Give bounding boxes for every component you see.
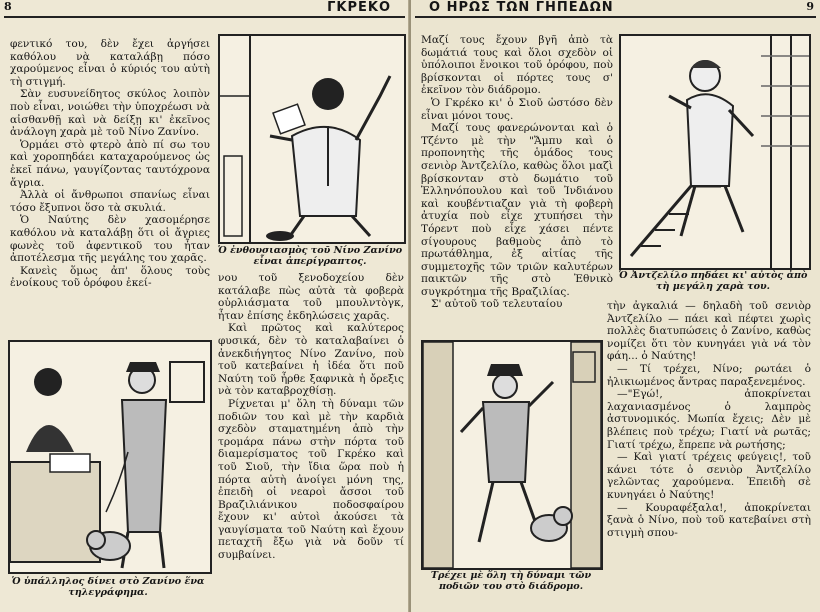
paragraph: Κανεὶς ὅμως ἀπ' ὅλους τοὺς ἐνοίκους τοῦ ὀρόφου ἐκεί-: [10, 264, 210, 290]
illustration-telegram: [8, 340, 212, 574]
header-rule-left: [4, 16, 405, 18]
right-page-number: 9: [806, 0, 814, 13]
illustration-running: [421, 340, 603, 570]
caption-angelilo: Ὁ Ἀντζελίλο πηδάει κι' αὐτὸς ἀπὸ τὴ μεγάλη χαρὰ του.: [618, 270, 808, 293]
paragraph: Σὰν ευσυνείδητος σκύλος λοιπὸν ποὺ εἶναι, νοιώθει τὴν ὑποχρέωσι νὰ αἰσθανθῇ καὶ νὰ δείξῃ κι' ἐκεῖνος ἀνάλογη χαρὰ μὲ τοῦ Νίνο Ζανίνο.: [10, 88, 210, 139]
man-jumping-illustration: [621, 36, 809, 268]
left-page: [0, 0, 409, 612]
paragraph: Ὁ Γκρέκο κι' ὁ Σιοῦ ὡστόσο δὲν εἶναι μόνοι τους.: [421, 96, 613, 122]
paragraph: τὴν ἀγκαλιά — δηλαδὴ τοῦ σενιὸρ Ἀντζελίλο — πάει καὶ πέφτει χωρὶς πολλὲς διατυπώσεις ὁ Ζανίνο, καθὼς νομίζει ὅτι τὸν κυνηγάει γιὰ νά τὸν φάη... ὁ Ναύτης!: [607, 300, 811, 363]
right-running-title: Ο ΗΡΩΣ ΤΩΝ ΓΗΠΕΔΩΝ: [429, 0, 614, 15]
header-rule-right: [415, 16, 816, 18]
paragraph: Σ' αὐτοῦ τοῦ τελευταίου: [431, 298, 563, 311]
left-page-number: 8: [4, 0, 12, 13]
paragraph: Μαζί τους ἔχουν βγῆ ἀπὸ τὰ δωμάτιά τους καὶ ὅλοι σχεδὸν οἱ ὑπόλοιποι ἔνοικοι τοῦ ὀρόφου, ποὺ βρίσκονται οἱ πόρτες τους σ' ἐκεῖνον τὸν διάδρομο.: [421, 34, 613, 97]
right-page: [411, 0, 820, 612]
paragraph: φεντικό του, δὲν ἔχει ἀργήσει καθόλου νὰ καταλάβῃ πόσο χαρούμενος εἶναι ὁ κύριός του αὐτὴ τὴ στιγμή.: [10, 38, 210, 88]
right-col1-text: [421, 34, 613, 334]
right-col2-text: [607, 300, 811, 610]
clerk-and-man-illustration: [10, 342, 210, 572]
man-running-illustration: [423, 342, 601, 568]
left-col1-text: [10, 38, 210, 338]
paragraph: — Καὶ γιατί τρέχεις φεύγεις!, τοῦ κάνει τότε ὁ σενιὸρ Ἀντζελίλο γελῶντας χαρούμενα. Ἐπειδὴ σὲ κυνηγάει ὁ Ναύτης!: [607, 451, 811, 501]
illustration-angelilo: [619, 34, 811, 270]
paragraph: Ὁ Ναύτης δὲν χασομέρησε καθόλου νὰ καταλάβῃ ὅτι οἱ ἄγριες φωνὲς τοῦ ἀφεντικοῦ του ἦταν ἀποτέλεσμα τῆς μεγάλης του χαρᾶς.: [10, 214, 210, 265]
left-col2-text: [218, 272, 404, 610]
paragraph: — Κουραφέξαλα!, ἀποκρίνεται ξανὰ ὁ Νίνο, ποὺ τοῦ κατεβαίνει στὴ στιγμὴ σπου-: [607, 501, 811, 539]
paragraph: Ὁρμάει στὸ φτερὸ ἀπὸ πί σω του καὶ χοροπηδάει καταχαρούμενος ὡς ἐκεῖ πάνω, γαυγίζοντας ταυτόχρονα ἄγρια.: [10, 138, 210, 189]
paragraph: Μαζί τους φανερώνονται καὶ ὁ Τζέντο μὲ τὴν "Ἄμπυ καὶ ὁ προπονητὴς τῆς ὁμάδος τους σενιὸρ Ἀντζελίλο, καθὼς ὅλοι μαζὶ βρίσκονταν στὸ δωμάτιο τοῦ Ἑλληνόπουλου καὶ τοῦ Ἰνδιάνου καὶ κουβέντιαζαν γιὰ τὴ φοβερὴ ἀτυχία ποὺ εἶχε χτυπήσει τὴν Τόρεντ ποὺ εἶχε χάσει πέντε σίγουρους βαθμοὺς ἀπὸ τὸ πρωτάθλημα, ἐξ αἰτίας τῆς συμμετοχῆς τῶν τριῶν καλυτέρων παικτῶν τῆς στὸ Ἐθνικὸ συγκρότημα τῆς Βραζιλίας.: [421, 122, 613, 298]
paragraph: —"Εγώ!, ἀποκρίνεται λαχανιασμένος ὁ λαμπρὸς ἀστυνομικός. Μωπία ἔχεις; Δὲν μὲ βλέπεις ποὺ τρέχω; Γιατί νὰ ρωτᾶς; Γιατί τρέχω, ἔπρεπε νὰ ρωτήσης;: [607, 388, 811, 451]
paragraph: Καὶ πρῶτος καὶ καλύτερος φυσικά, δὲν τὸ καταλαβαίνει ὁ ἀνεκδιήγητος Νίνο Ζανίνο, ποὺ τοῦ κατεβαίνει ἡ ἰδέα ὅτι ποῦ Ναύτη τοῦ ἦρθε ξαφνικὰ ἡ ὄρεξις νὰ τὸν καταβροχθίσῃ.: [218, 322, 404, 398]
paragraph: Ρίχνεται μ' ὅλη τὴ δύναμι τῶν ποδιῶν του καὶ μὲ τὴν καρδιὰ σχεδὸν σταματημένη ἀπὸ τὴν τρομάρα πάνω στὴν πόρτα τοῦ διαμερίσματος τοῦ Γκρέκο καὶ τοῦ Σιοῦ, τὴν ἴδια ὥρα ποὺ ἡ πόρτα αὐτὴ ἀνοίγει μόνη της, ἐπειδὴ οἱ νεαροὶ ἄσσοι τοῦ Βραζιλιάνικου ποδοσφαίρου ἔχουν κι' αὐτοὶ ἀκούσει τὰ γαυγίσματα τοῦ Ναύτη καὶ ἔχουν πεταχτῆ ἔξω γιὰ νὰ δοῦν τί συμβαίνει.: [218, 397, 404, 562]
illustration-enthusiasm: [218, 34, 406, 244]
man-waving-illustration: [220, 36, 404, 242]
paragraph: νου τοῦ ξενοδοχείου δὲν κατάλαβε πὼς αὐτὰ τὰ φοβερὰ οὐρλιάσματα τοῦ μπουλντὸγκ, ἦταν ἐπίσης ἐκδηλώσεις χαρᾶς.: [218, 272, 404, 322]
caption-enthusiasm: Ὁ ἐνθουσιασμὸς τοῦ Νίνο Ζανίνο εἶναι ἀπερίγραπτος.: [217, 245, 403, 268]
caption-running: Τρέχει μὲ ὅλη τὴ δύναμι τῶν ποδιῶν του στὸ διάδρομο.: [430, 570, 592, 593]
paragraph: Ἀλλὰ οἱ ἄνθρωποι σπανίως εἶναι τόσο ἔξυπνοι ὅσο τὰ σκυλιά.: [10, 189, 210, 214]
left-running-title: ΓΚΡΕΚΟ: [327, 0, 391, 15]
paragraph: — Τί τρέχει, Νίνο; ρωτάει ὁ ἠλικιωμένος ἄντρας παραξενεμένος.: [607, 362, 811, 388]
caption-telegram: Ὁ ὑπάλληλος δίνει στὸ Ζανίνο ἕνα τηλεγράφημα.: [11, 576, 205, 599]
